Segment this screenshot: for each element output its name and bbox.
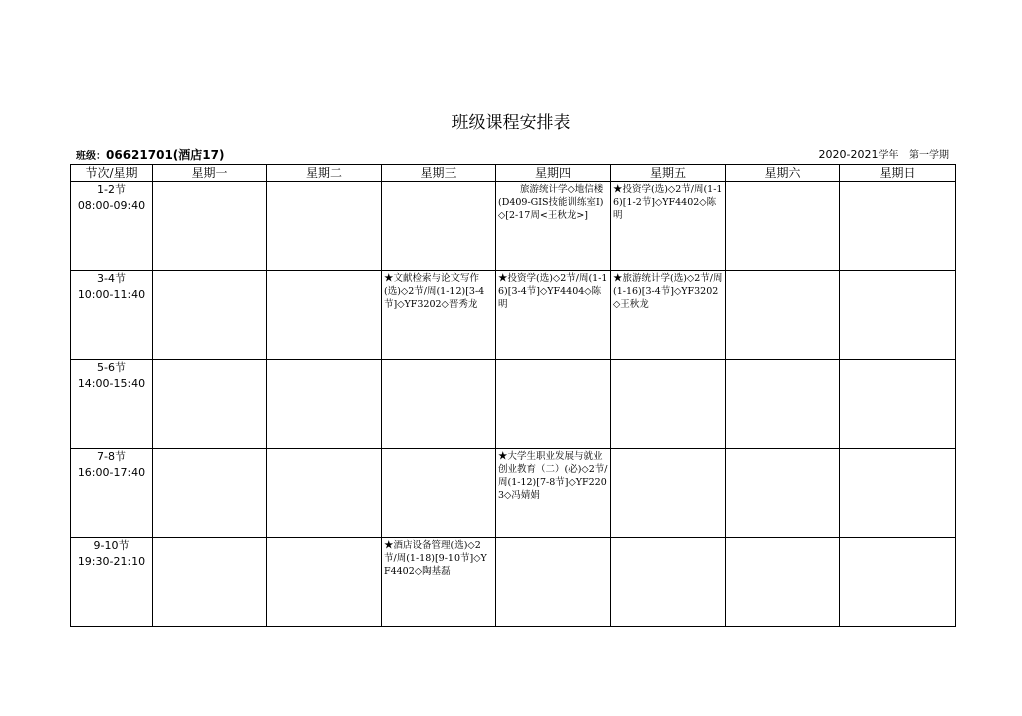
course-text bbox=[611, 449, 725, 450]
course-text: 旅游统计学◇地信楼(D409-GIS技能训练室Ⅰ)◇[2-17周<王秋龙>] bbox=[498, 184, 604, 221]
header-period: 节次/星期 bbox=[71, 165, 153, 182]
course-text bbox=[382, 449, 495, 450]
course-text: ★投资学(选)◇2节/周(1-16)[3-4节]◇YF4404◇陈明 bbox=[498, 273, 608, 310]
course-cell bbox=[496, 360, 611, 449]
period-name: 3-4节 bbox=[97, 272, 126, 285]
course-cell bbox=[840, 271, 956, 360]
course-text: ★大学生职业发展与就业创业教育（二）(必)◇2节/周(1-12)[7-8节]◇YF2203◇冯婧娟 bbox=[498, 451, 608, 501]
header-saturday: 星期六 bbox=[726, 165, 840, 182]
course-cell bbox=[611, 449, 726, 538]
course-cell bbox=[267, 360, 382, 449]
schedule-table bbox=[70, 164, 956, 627]
course-text: ★旅游统计学(选)◇2节/周(1-16)[3-4节]◇YF3202◇王秋龙 bbox=[613, 273, 723, 310]
course-text: ★文献检索与论文写作(选)◇2节/周(1-12)[3-4节]◇YF3202◇晋秀龙 bbox=[384, 273, 485, 310]
course-cell bbox=[153, 182, 267, 271]
course-cell bbox=[611, 538, 726, 627]
course-text bbox=[267, 538, 381, 539]
term-name: 第一学期 bbox=[909, 150, 949, 161]
course-text bbox=[726, 360, 839, 361]
course-text bbox=[267, 271, 381, 272]
course-cell bbox=[267, 449, 382, 538]
course-text bbox=[840, 538, 955, 539]
course-cell bbox=[267, 538, 382, 627]
course-cell bbox=[840, 449, 956, 538]
course-text bbox=[153, 271, 266, 272]
course-cell bbox=[382, 360, 496, 449]
course-cell bbox=[840, 538, 956, 627]
course-cell bbox=[496, 182, 611, 271]
period-name: 5-6节 bbox=[97, 361, 126, 374]
table-row bbox=[71, 182, 956, 271]
period-name: 9-10节 bbox=[93, 539, 130, 552]
term-info bbox=[819, 146, 949, 161]
course-cell bbox=[726, 449, 840, 538]
course-text bbox=[382, 360, 495, 361]
course-cell bbox=[153, 271, 267, 360]
period-time: 14:00-15:40 bbox=[77, 377, 146, 390]
course-text bbox=[153, 182, 266, 183]
header-sunday: 星期日 bbox=[840, 165, 956, 182]
term-year: 2020-2021 bbox=[818, 148, 879, 161]
course-cell bbox=[840, 360, 956, 449]
table-row bbox=[71, 271, 956, 360]
course-cell bbox=[496, 271, 611, 360]
course-cell bbox=[267, 182, 382, 271]
course-cell bbox=[840, 182, 956, 271]
course-text bbox=[267, 449, 381, 450]
period-cell bbox=[71, 538, 153, 627]
table-row bbox=[71, 538, 956, 627]
class-label: 班级： bbox=[76, 151, 106, 162]
course-cell bbox=[496, 449, 611, 538]
course-cell bbox=[496, 538, 611, 627]
table-row bbox=[71, 449, 956, 538]
course-text bbox=[611, 538, 725, 539]
period-name: 7-8节 bbox=[97, 450, 126, 463]
course-cell bbox=[267, 271, 382, 360]
period-cell bbox=[71, 449, 153, 538]
period-time: 16:00-17:40 bbox=[77, 466, 146, 479]
course-text bbox=[840, 449, 955, 450]
period-cell bbox=[71, 271, 153, 360]
course-text: ★酒店设备管理(选)◇2节/周(1-18)[9-10节]◇YF4402◇陶基磊 bbox=[384, 540, 487, 577]
course-text bbox=[726, 182, 839, 183]
course-text bbox=[840, 360, 955, 361]
page-title: 班级课程安排表 bbox=[451, 113, 571, 133]
course-text bbox=[267, 182, 381, 183]
course-text: ★投资学(选)◇2节/周(1-16)[1-2节]◇YF4402◇陈明 bbox=[613, 184, 723, 221]
header-thursday: 星期四 bbox=[496, 165, 611, 182]
course-text bbox=[726, 449, 839, 450]
course-text bbox=[153, 538, 266, 539]
header-friday: 星期五 bbox=[611, 165, 726, 182]
course-text bbox=[496, 360, 610, 361]
header-wednesday: 星期三 bbox=[382, 165, 496, 182]
course-cell bbox=[726, 182, 840, 271]
course-cell bbox=[382, 449, 496, 538]
period-time: 08:00-09:40 bbox=[77, 199, 146, 212]
course-text bbox=[840, 271, 955, 272]
table-row bbox=[71, 360, 956, 449]
course-text bbox=[267, 360, 381, 361]
course-text bbox=[153, 360, 266, 361]
period-name: 1-2节 bbox=[97, 183, 126, 196]
course-text bbox=[726, 271, 839, 272]
term-year-suffix: 学年 bbox=[878, 150, 899, 161]
course-cell bbox=[382, 182, 496, 271]
course-text bbox=[382, 182, 495, 183]
period-cell bbox=[71, 182, 153, 271]
header-tuesday: 星期二 bbox=[267, 165, 382, 182]
course-cell bbox=[382, 271, 496, 360]
course-cell bbox=[611, 182, 726, 271]
course-cell bbox=[726, 538, 840, 627]
period-time: 10:00-11:40 bbox=[77, 288, 146, 301]
class-value: 06621701(酒店17) bbox=[106, 148, 225, 162]
header-monday: 星期一 bbox=[153, 165, 267, 182]
course-cell bbox=[726, 271, 840, 360]
header-row bbox=[71, 165, 956, 182]
course-cell bbox=[611, 271, 726, 360]
course-text bbox=[611, 360, 725, 361]
course-cell bbox=[153, 538, 267, 627]
period-cell bbox=[71, 360, 153, 449]
course-cell bbox=[153, 449, 267, 538]
course-text bbox=[496, 538, 610, 539]
course-cell bbox=[611, 360, 726, 449]
course-cell bbox=[382, 538, 496, 627]
course-cell bbox=[153, 360, 267, 449]
course-text bbox=[153, 449, 266, 450]
course-text bbox=[726, 538, 839, 539]
course-cell bbox=[726, 360, 840, 449]
class-info bbox=[76, 146, 224, 163]
period-time: 19:30-21:10 bbox=[77, 555, 146, 568]
course-text bbox=[840, 182, 955, 183]
